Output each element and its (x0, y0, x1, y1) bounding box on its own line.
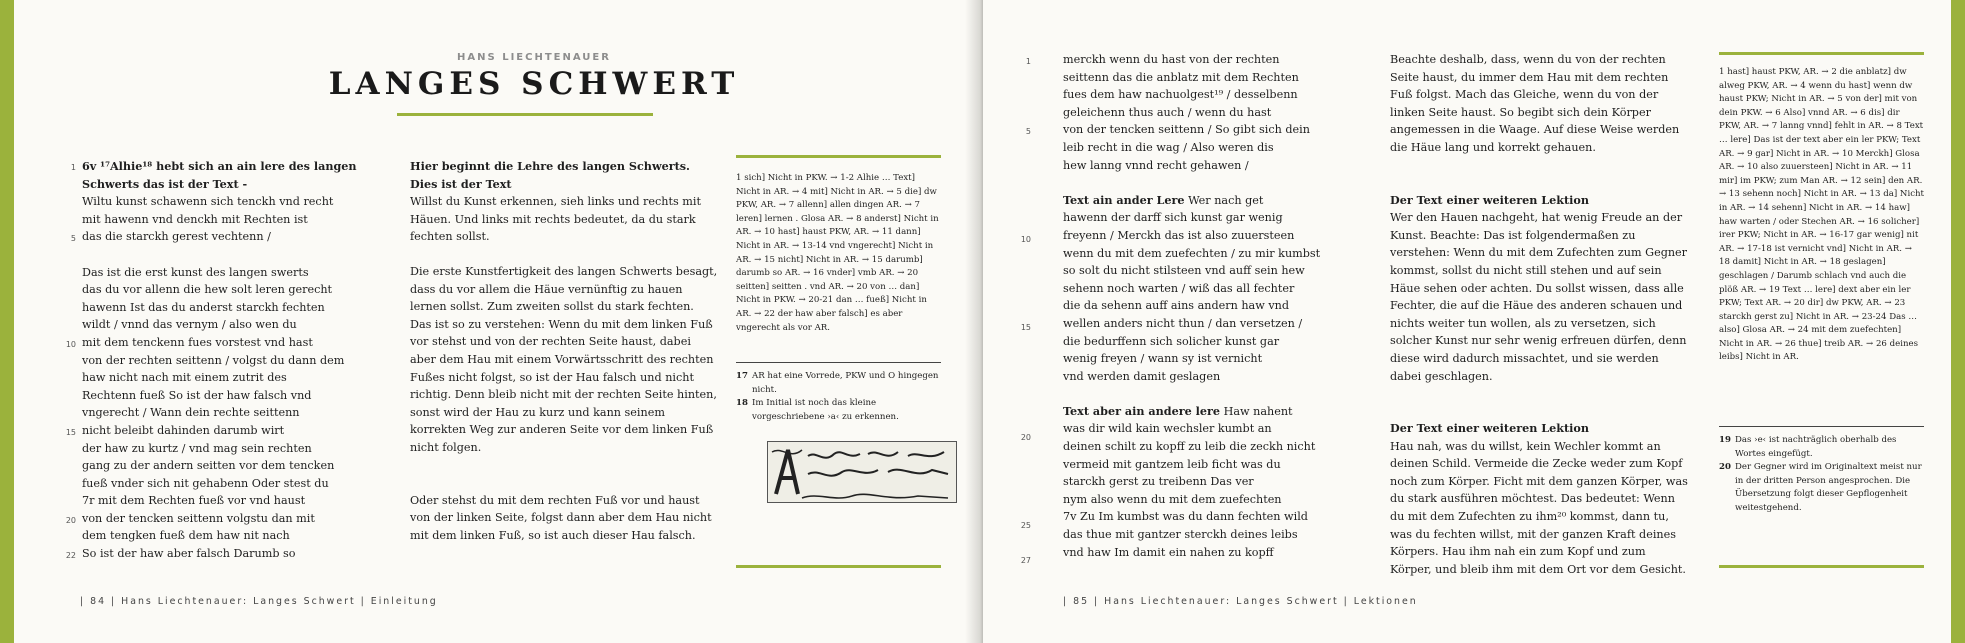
original-line: 7v Zu Im kumbst was du dann fechten wild (1063, 510, 1308, 524)
footnote-text: Das ›e‹ ist nachträglich oberhalb des Wortes eingefügt. (1735, 435, 1897, 459)
original-line: geleichenn thus auch / wenn du hast (1063, 105, 1272, 119)
line-number: 10 (65, 340, 76, 349)
original-line: sehenn noch warten / wiß das all fechter (1063, 281, 1295, 295)
original-line: gang zu der andern seitten vor dem tencken (82, 459, 335, 473)
original-line: hawenn der darff sich kunst gar wenig (1063, 211, 1283, 225)
original-line: das du vor allenn die hew solt leren gerecht (82, 283, 333, 297)
original-line: mit dem tenckenn fues vorstest vnd hast (82, 335, 313, 349)
line-number: 22 (65, 551, 76, 560)
footnote-number: 18 (736, 398, 748, 409)
footnote (736, 370, 941, 397)
folio-left: | 84 | Hans Liechtenauer: Langes Schwert | Einleitung (80, 596, 438, 607)
apparatus-top-rule (1719, 52, 1924, 55)
original-line-text: Wer nach get (1188, 193, 1264, 207)
original-line: wellen anders nicht thun / dan versetzen / (1063, 316, 1303, 330)
original-line: seittenn das die anblatz mit dem Rechten (1063, 70, 1299, 84)
original-line: das die starckh gerest vechtenn / (82, 230, 271, 244)
original-line: haw nicht nach mit einem zutrit des (82, 371, 287, 385)
original-line: die bedurffenn sich solicher kunst gar (1063, 334, 1280, 348)
original-line: von der tencken seittenn / So gibt sich dein (1063, 123, 1310, 137)
line-number: 1 (70, 163, 76, 172)
original-line: Schwerts das ist der Text - (82, 176, 248, 191)
section-heading: Text ain ander Lere (1063, 192, 1185, 207)
original-line: fues dem haw nachuolgest¹⁹ / desselbenn (1063, 88, 1298, 102)
original-line: So ist der haw aber falsch Darumb so (82, 547, 296, 561)
original-line: wenig freyen / wann sy ist vernicht (1063, 352, 1263, 366)
section-heading: Text aber ain andere lere (1063, 403, 1221, 418)
translation-paragraph: Oder stehst du mit dem rechten Fuß vor und haust von der linken Seite, folgst dann aber dem Hau nicht mit dem linken Fuß, so ist auch dieser Hau falsch. (410, 493, 712, 542)
translation-column-right (1390, 51, 1690, 578)
original-line: deinen schilt zu kopff zu leib die zeckh nicht (1063, 440, 1316, 454)
line-number: 20 (65, 516, 76, 525)
translation-paragraph: Beachte deshalb, dass, wenn du von der rechten Seite haust, du immer dem Hau mit dem rechten Fuß folgst. Mach das Gleiche, wenn du von der linken Seite haust. So begibt sich dein Körper angemessen in die Waage. Auf diese Weise werden die Häue lang und korrekt gehauen. (1390, 53, 1680, 154)
title-underline (397, 113, 653, 116)
original-line: merckh wenn du hast von der rechten (1063, 53, 1280, 66)
original-line: die da sehenn auff ains andern haw vnd (1063, 299, 1290, 313)
original-line: fueß vnder sich nit gehabenn Oder stest du (82, 476, 329, 490)
translation-heading: Der Text einer weiteren Lektion (1390, 421, 1589, 436)
translation-paragraph: Willst du Kunst erkennen, sieh links und rechts mit Häuen. Und links mit rechts bedeutet, da du stark fechten sollst. (410, 195, 701, 244)
original-line: hawenn Ist das du anderst starckh fechten (82, 300, 325, 314)
footnote-number: 17 (736, 371, 748, 381)
translation-paragraph: Hau nah, was du willst, kein Wechler kommt an deinen Schild. Vermeide die Zecke weder zum Kopf noch zum Körper. Ficht mit dem ganzen Körper, was du stark ausführen möchtest. Das bedeutet: Wenn du mit dem Zufechten zu ihm²⁰ kommst, dann tu, was du fechten willst, mit der ganzen Kraft deines Körpers. Hau ihm nah ein zum Kopf und zum Körper, und bleib ihm mit dem Ort vor dem Gesicht. (1390, 439, 1688, 576)
footnote-text: Im Initial ist noch das kleine vorgeschriebene ›a‹ zu erkennen. (752, 398, 899, 422)
footnote-separator (1719, 426, 1924, 427)
original-line: nicht beleibt dahinden darumb wirt (82, 423, 285, 437)
original-line: starckh gerst zu treibenn Das ver (1063, 475, 1254, 489)
original-line: Rechtenn fueß So ist der haw falsch vnd (82, 388, 312, 402)
line-number: 15 (65, 428, 76, 437)
original-line: dem tengken fueß dem haw nit nach (82, 529, 290, 543)
apparatus-bottom-rule (1719, 565, 1924, 568)
original-line: mit hawenn vnd denckh mit Rechten ist (82, 212, 308, 226)
original-line: leib recht in die wag / Also weren dis (1063, 140, 1274, 154)
original-line: vnd werden damit geslagen (1063, 369, 1221, 383)
footnotes (736, 370, 941, 424)
footnote (736, 397, 941, 424)
footnotes (1719, 434, 1924, 516)
original-line (1063, 403, 1325, 421)
original-line (1063, 192, 1325, 210)
manuscript-initial-image (767, 441, 957, 503)
critical-apparatus: 1 sich] Nicht in PKW. → 1-2 Alhie … Text] Nicht in AR. → 4 mit] Nicht in AR. → 5 die] dw PKW, AR. → 7 allenn] allen dingen AR. → 7 leren] lernen . Glosa AR. → 8 anderst] Nicht in AR. → 10 hast] haust PKW, AR. → 11 dann] Nicht in AR. → 13-14 vnd vngerecht] Nicht in AR. → 15 nicht] Nicht in AR. → 15 darumb] darumb so AR. → 16 vnder] vmb AR. → 20 seitten] seitten . vnd AR. → 20 von … dan] Nicht in PKW. → 20-21 dan … fueß] Nicht in AR. → 22 der haw aber falsch] es aber vngerecht als vor AR. (736, 173, 939, 333)
apparatus-bottom-rule (736, 565, 941, 568)
right-page (983, 0, 1951, 643)
original-line: vermeid mit gantzem leib ficht was du (1063, 457, 1281, 471)
line-number: 20 (1020, 433, 1031, 442)
translation-paragraph: Die erste Kunstfertigkeit des langen Schwerts besagt, dass du vor allem die Häue vernünftig zu hauen lernen sollst. Zum zweiten sollst du stark fechten. Das ist so zu verstehen: Wenn du mit dem linken Fuß vor stehst und von der rechten Seite haust, dabei aber dem Hau mit einem Vorwärtsschritt des rechten Fußes nicht folgst, so ist der Hau falsch und nicht richtig. Denn bleib nicht mit der rechten Seite hinten, sonst wird der Hau zu kurz und kann seinem korrekten Weg zur anderen Seite vor dem linken Fuß nicht folgen. (410, 264, 718, 454)
original-line (82, 246, 382, 264)
original-line: so solt du nicht stilsteen vnd auff sein hew (1063, 264, 1305, 278)
line-numbers-left (58, 163, 76, 583)
line-numbers-right (1013, 57, 1031, 577)
left-page (14, 0, 981, 643)
folio-right: | 85 | Hans Liechtenauer: Langes Schwert | Lektionen (1063, 596, 1418, 607)
original-line: hew lanng vnnd recht gehawen / (1063, 158, 1249, 172)
apparatus-top-rule (736, 155, 941, 158)
original-line: 7r mit dem Rechten fueß vor vnd haust (82, 494, 306, 508)
line-number: 1 (1025, 57, 1031, 66)
original-line: vnd haw Im damit ein nahen zu kopff (1063, 545, 1274, 559)
line-number: 25 (1020, 521, 1031, 530)
translation-heading: Hier beginnt die Lehre des langen Schwerts. Dies ist der Text (410, 159, 690, 191)
translation-column (410, 158, 718, 544)
original-line: Wiltu kunst schawenn sich tenckh vnd recht (82, 195, 334, 209)
line-number: 10 (1020, 235, 1031, 244)
original-line: wenn du mit dem zuefechten / zu mir kumbst (1063, 246, 1321, 260)
original-line: wildt / vnnd das vernym / also wen du (82, 318, 297, 332)
original-line: vngerecht / Wann dein rechte seittenn (82, 406, 300, 420)
footnote-number: 20 (1719, 462, 1731, 473)
critical-apparatus: 1 hast] haust PKW, AR. → 2 die anblatz] dw alweg PKW, AR. → 4 wenn du hast] wenn dw haust PKW; Nicht in AR. → 5 von der] mit von dein PKW. → 6 Also] vnnd AR. → 6 dis] dir PKW, AR. → 7 lanng vnnd] fehlt in AR. → 8 Text … lere] Das ist der text aber ein ler PKW; Text AR. → 9 gar] Nicht in AR. → 10 Merckh] Glosa AR. → 10 also zuuersteen] Nicht in AR. → 11 mir] im PKW; zum Man AR. → 12 sein] den AR. → 13 sehenn noch] Nicht in AR. → 13 da] Nicht in AR. → 14 sehenn] Nicht in AR. → 14 haw] haw warten / oder Stechen AR. → 16 solicher] irer PKW; Nicht in AR. → 16-17 gar wenig] nit AR. → 17-18 ist vernicht vnd] Nicht in AR. → 18 damit] Nicht in AR. → 18 geslagen] geschlagen / Darumb schlach vnd auch die plöß AR. → 19 Text … lere] dext aber ein ler PKW; Text AR. → 20 dir] dw PKW, AR. → 23 starckh gerst zu] Nicht in AR. → 23-24 Das … also] Glosa AR. → 24 mit dem zuefechten] Nicht in AR. → 26 thue] treib AR. → 26 deines leibs] Nicht in AR. (1719, 67, 1924, 363)
footnote-separator (736, 362, 941, 363)
footnote-text: Der Gegner wird im Originaltext meist nur in der dritten Person angesprochen. Die Übersetzung folgt dieser Gepflogenheit weitestgehend. (1735, 462, 1922, 513)
translation-heading: Der Text einer weiteren Lektion (1390, 192, 1589, 207)
footnote (1719, 461, 1924, 515)
original-line: das thue mit gantzer sterckh deines leibs (1063, 528, 1298, 542)
footnote-text: AR hat eine Vorrede, PKW und O hingegen nicht. (752, 371, 939, 395)
original-text-column-right (1063, 51, 1325, 561)
original-line: was dir wild kain wechsler kumbt an (1063, 422, 1272, 436)
original-line-text: Haw nahent (1223, 404, 1293, 418)
line-number: 27 (1020, 556, 1031, 565)
original-line: 6v ¹⁷Alhie¹⁸ hebt sich an ain lere des langen (82, 159, 357, 173)
author-name: HANS LIECHTENAUER (457, 52, 611, 63)
original-line: von der tencken seittenn volgstu dan mit (82, 511, 315, 525)
line-number: 15 (1020, 323, 1031, 332)
original-line: freyenn / Merckh das ist also zuuersteen (1063, 228, 1295, 242)
original-line: der haw zu kurtz / vnd mag sein rechten (82, 441, 312, 455)
original-line: Das ist die erst kunst des langen swerts (82, 265, 309, 279)
translation-paragraph: Wer den Hauen nachgeht, hat wenig Freude an der Kunst. Beachte: Das ist folgendermaßen zu verstehen: Wenn du mit dem Zufechten zum Gegner kommst, sollst du nicht still stehen und auf sein Häue sehen oder achten. Du sollst wissen, dass alle Fechter, die auf die Häue des anderen schauen und nichts weiter tun wollen, als zu versetzen, sich solcher Kunst nur sehr wenig erfreuen dürfen, denn diese wird dadurch missachtet, und sie werden dabei geschlagen. (1390, 211, 1688, 383)
footnote (1719, 434, 1924, 461)
footnote-number: 19 (1719, 435, 1731, 445)
original-line: nym also wenn du mit dem zuefechten (1063, 492, 1282, 506)
line-number: 5 (70, 234, 76, 243)
original-text-column (82, 158, 382, 563)
chapter-title: LANGES SCHWERT (328, 66, 740, 102)
line-number: 5 (1025, 127, 1031, 136)
original-line: von der rechten seittenn / volgst du dann dem (82, 353, 345, 367)
